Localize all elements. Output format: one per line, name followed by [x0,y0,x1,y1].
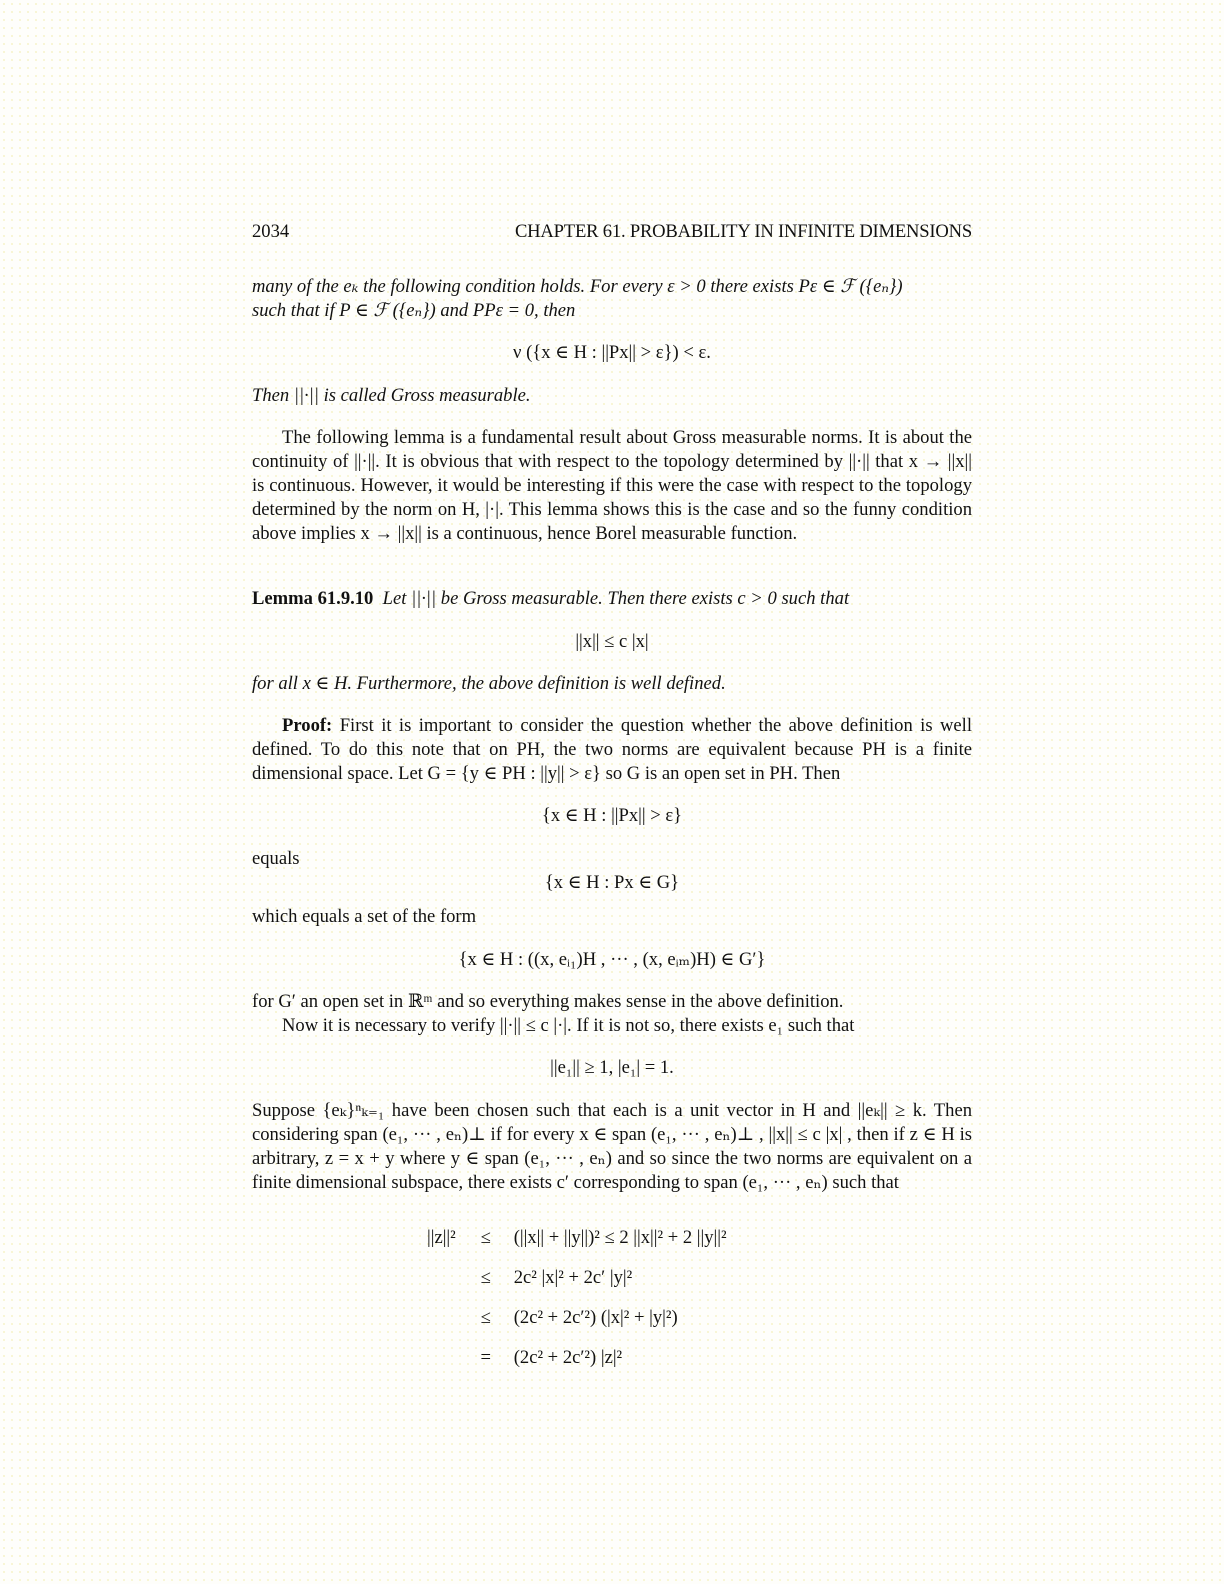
align-rhs: (||x|| + ||y||)² ≤ 2 ||x||² + 2 ||y||² [513,1227,727,1248]
align-relation: = [480,1347,491,1368]
definition-display-equation: ν ({x ∈ H : ||Px|| > ε}) < ε. [513,342,711,363]
display-set-1: {x ∈ H : ||Px|| > ε} [541,805,683,826]
display-set-3: {x ∈ H : ((x, eᵢ₁)Η , ··· , (x, eᵢₘ)Η) ∈ G′} [458,949,766,970]
text-which-equals: which equals a set of the form [252,906,477,927]
align-row [427,1298,727,1338]
display-set-2: {x ∈ H : Px ∈ G} [544,872,680,893]
align-relation: ≤ [480,1267,491,1288]
align-lhs [427,1258,470,1298]
lemma-statement [252,587,972,611]
suppose-paragraph: Suppose {eₖ}ⁿₖ₌₁ have been chosen such that each is a unit vector in H and ||eₖ|| ≥ k. Then considering span (e₁, ··· , eₙ)⊥ if for every x ∈ span (e₁, ··· , eₙ)⊥ , ||x|| ≤ c |x| , then if z ∈ H is arbitrary, z = x + y where y ∈ span (e₁, ··· , eₙ) and so since the two norms are equivalent on a finite dimensional subspace, there exists c′ corresponding to span (e₁, ··· , eₙ) such that [252,1100,972,1193]
intro-paragraph: The following lemma is a fundamental result about Gross measurable norms. It is about the continuity of ||·||. It is obvious that with respect to the topology determined by ||·|| that x → ||x|| is continuous. However, it would be interesting if this were the case with respect to the topology determined by the norm on H, |·|. This lemma shows this is the case and so the funny condition above implies x → ||x|| is a continuous, hence Borel measurable function. [252,427,972,544]
definition-conclusion: Then ||·|| is called Gross measurable. [252,385,531,406]
aligned-inequalities [427,1218,727,1378]
align-row [427,1258,727,1298]
align-relation: ≤ [480,1227,491,1248]
align-lhs: ||z||² [427,1227,456,1248]
align-lhs [427,1298,470,1338]
align-rhs: 2c² |x|² + 2c′ |y|² [513,1267,633,1288]
lemma-text: Let ||·|| be Gross measurable. Then there exists c > 0 such that [382,588,850,609]
text-equals: equals [252,848,300,869]
definition-tail-line1: many of the eₖ the following condition holds. For every ε > 0 there exists Pε ∈ ℱ ({eₙ}) [252,276,903,297]
align-relation: ≤ [480,1307,491,1328]
running-title: CHAPTER 61. PROBABILITY IN INFINITE DIMENSIONS [514,221,972,242]
definition-tail-line2: such that if P ∈ ℱ ({eₙ}) and PPε = 0, then [252,300,576,321]
proof-paragraph-1 [252,714,972,786]
align-rhs: (2c² + 2c′²) (|x|² + |y|²) [513,1307,678,1328]
display-e1-condition: ||e₁|| ≥ 1, |e₁| = 1. [550,1057,674,1078]
lemma-label: Lemma 61.9.10 [252,588,374,609]
align-lhs [427,1338,470,1378]
proof-text-1: First it is important to consider the question whether the above definition is well defined. To do this note that on PH, the two norms are equivalent because PH is a finite dimensional space. Let G = {y ∈ PH : ||y|| > ε} so G is an open set in PH. Then [252,715,972,784]
lemma-after: for all x ∈ H. Furthermore, the above definition is well defined. [252,673,726,694]
lemma-display-equation: ||x|| ≤ c |x| [575,631,649,652]
text-for-g-prime: for G′ an open set in ℝᵐ and so everything makes sense in the above definition. [252,991,844,1012]
align-row [427,1218,727,1258]
align-row [427,1338,727,1378]
align-rhs: (2c² + 2c′²) |z|² [513,1347,623,1368]
proof-label: Proof: [282,715,333,736]
text-now-verify: Now it is necessary to verify ||·|| ≤ c |·|. If it is not so, there exists e₁ such that [282,1015,855,1036]
page-header [252,220,972,244]
page-number: 2034 [252,221,290,242]
